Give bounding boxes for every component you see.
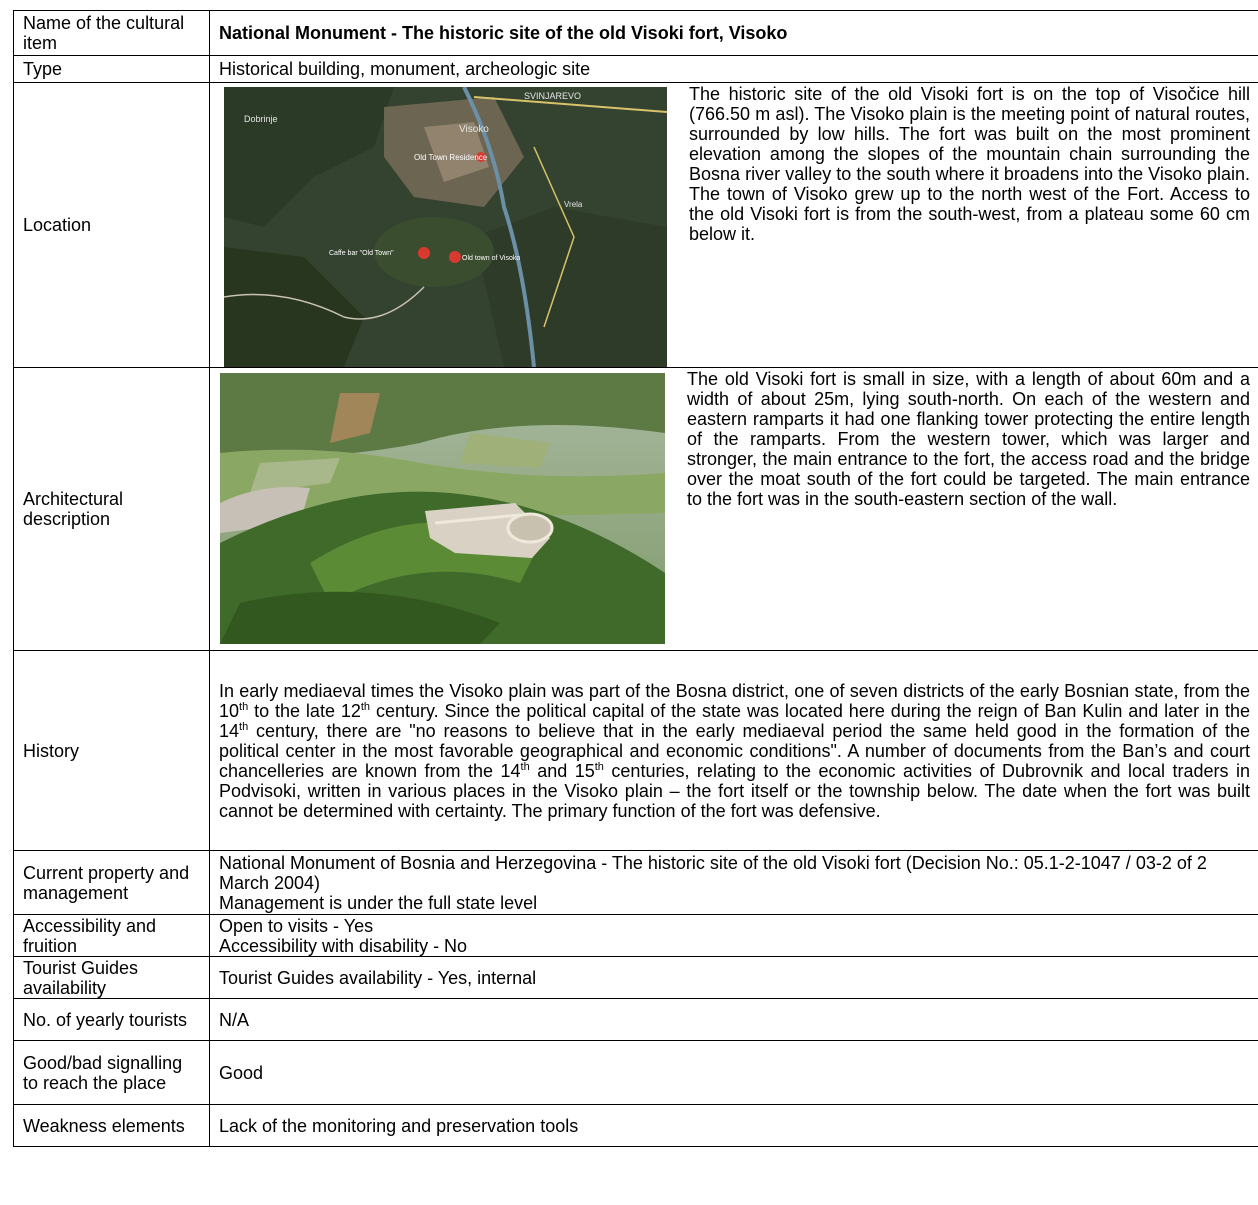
table-row: [14, 1105, 1258, 1147]
row-label-guides: Tourist Guides availability: [14, 957, 210, 999]
weakness-value: Lack of the monitoring and preservation tools: [210, 1105, 1258, 1147]
map-label: Old town of Visoko: [462, 255, 521, 262]
table-row: [14, 999, 1258, 1041]
satellite-map-graphic: [224, 87, 667, 367]
row-label-architecture: Architectural description: [14, 368, 210, 651]
table-row: [14, 651, 1258, 851]
aerial-photo-graphic: [220, 373, 665, 644]
type-value: Historical building, monument, archeologic site: [210, 56, 1258, 83]
map-label: Dobrinje: [244, 114, 278, 124]
row-label-tourists: No. of yearly tourists: [14, 999, 210, 1041]
location-map-image: [224, 87, 667, 367]
row-label-location: Location: [14, 83, 210, 368]
aerial-fort-image: [220, 373, 665, 644]
map-label: Visoko: [459, 124, 489, 135]
cultural-item-table: [13, 10, 1258, 1147]
row-label-name: Name of the cultural item: [14, 11, 210, 56]
row-label-property: Current property and management: [14, 851, 210, 915]
map-label: Vrela: [564, 200, 583, 209]
signalling-value: Good: [210, 1041, 1258, 1105]
access-open: Open to visits - Yes: [219, 915, 374, 936]
table-row: [14, 1041, 1258, 1105]
history-text: In early mediaeval times the Visoko plain was part of the Bosna district, one of seven districts of the early Bosnian state, from the 10th to the late 12th century. Since the political capital of the state was located here during the reign of Ban Kulin and later in the 14th century, there are "no reasons to believe that in the early mediaeval period the same held good in the formation of the political center in the most favorable geographical and economic conditions". A number of documents from the Ban’s and court chancelleries are known from the 14th and 15th centuries, relating to the economic activities of Dubrovnik and local traders in Podvisoki, written in various places in the Visoko plain – the fort itself or the township below. The date when the fort was built cannot be determined with certainty. The primary function of the fort was defensive.: [210, 651, 1258, 851]
property-value: [210, 851, 1258, 915]
property-decision: National Monument of Bosnia and Herzegovina - The historic site of the old Visoki fort (Decision No.: 05.1-2-1047 / 03-2 of 2 March 2004): [219, 852, 1207, 893]
table-row: [14, 56, 1258, 83]
architecture-text: The old Visoki fort is small in size, with a length of about 60m and a width of about 25m, lying south-north. On each of the western and eastern ramparts it had one flanking tower protecting the entire length of the ramparts. From the western tower, which was larger and stronger, the main entrance to the fort, the access road and the bridge over the moat south of the fort could be targeted. The main entrance to the fort was in the south-eastern section of the wall.: [687, 369, 1250, 509]
map-label: SVINJAREVO: [524, 91, 582, 101]
table-row: [14, 915, 1258, 957]
table-row: [14, 368, 1258, 651]
map-label: Old Town Residence: [414, 153, 488, 162]
table-row: [14, 957, 1258, 999]
property-management: Management is under the full state level: [219, 892, 538, 913]
row-label-history: History: [14, 651, 210, 851]
guides-value: Tourist Guides availability - Yes, internal: [210, 957, 1258, 999]
location-text: The historic site of the old Visoki fort is on the top of Visočice hill (766.50 m asl). The Visoko plain is the meeting point of natural routes, surrounded by low hills. The fort was built on the most prominent elevation among the slopes of the mountain chain surrounding the Bosna river valley to the south where it broadens into the Visoko plain. The town of Visoko grew up to the north west of the Fort. Access to the old Visoki fort is from the south-west, from a plateau some 60 cm below it.: [689, 84, 1250, 244]
row-label-signalling: Good/bad signalling to reach the place: [14, 1041, 210, 1105]
access-disability: Accessibility with disability - No: [219, 935, 468, 956]
map-label: Caffe bar "Old Town": [329, 250, 394, 257]
table-row: [14, 11, 1258, 56]
table-row: [14, 851, 1258, 915]
row-label-access: Accessibility and fruition: [14, 915, 210, 957]
table-row: [14, 83, 1258, 368]
row-label-weakness: Weakness elements: [14, 1105, 210, 1147]
tourists-value: N/A: [210, 999, 1258, 1041]
monument-title: National Monument - The historic site of the old Visoki fort, Visoko: [210, 11, 1258, 56]
access-value: [210, 915, 1258, 957]
row-label-type: Type: [14, 56, 210, 83]
